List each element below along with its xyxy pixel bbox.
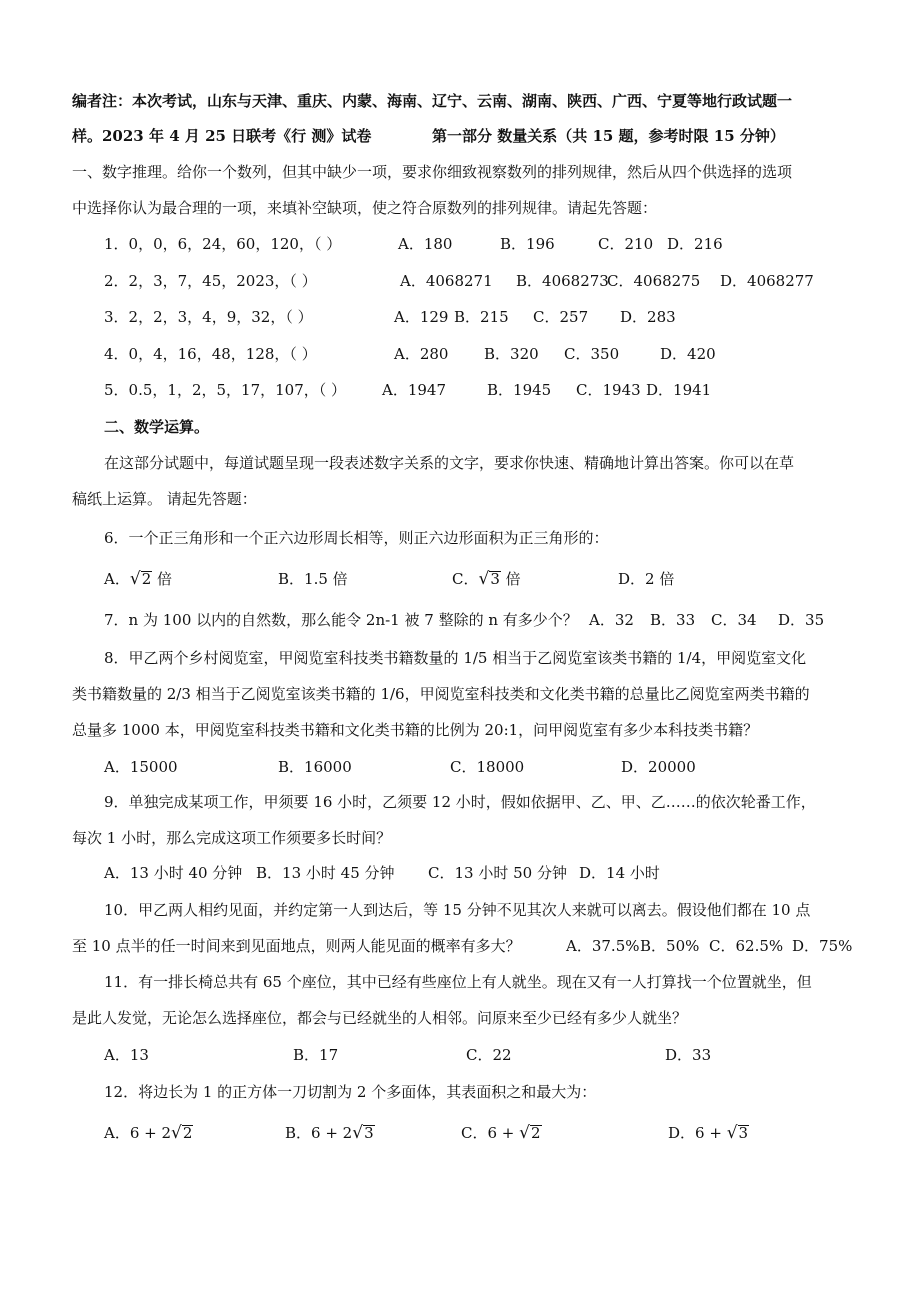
- sqrt-expression: √3: [726, 1123, 749, 1143]
- section2-title: 二、数学运算。: [104, 418, 210, 436]
- option-b: B．13 小时 45 分钟: [256, 864, 395, 882]
- option-c: C．√3 倍: [452, 564, 521, 594]
- option-d: D．1941: [646, 381, 712, 399]
- option-a: A．1947: [382, 381, 447, 399]
- option-d: D．420: [660, 345, 716, 363]
- option-d: D．75%: [792, 937, 853, 955]
- question-8-line-2: 类书籍数量的 2/3 相当于乙阅览室该类书籍的 1/6，甲阅览室科技类和文化类书籍的总量比乙阅览室两类书籍的: [72, 685, 810, 703]
- editor-note-line-2: [0, 121, 920, 151]
- option-c: C．34: [711, 611, 757, 629]
- option-a: A．13: [104, 1046, 149, 1064]
- question-2: 2．2，3，7，45，2023，（ ） A．4068271 B．4068273 C．4068275 D．4068277: [0, 266, 920, 296]
- option-a: A．129: [394, 308, 449, 326]
- sqrt-expression: √2: [129, 569, 152, 589]
- option-d: D．35: [778, 611, 825, 629]
- section1-intro-line-1: 一、数字推理。给你一个数列，但其中缺少一项，要求你细致视察数列的排列规律，然后从四个供选择的选项: [72, 163, 793, 181]
- option-b: B．320: [484, 345, 539, 363]
- question-11-line-2: 是此人发觉，无论怎么选择座位，都会与已经就坐的人相邻。问原来至少已经有多少人就坐？: [72, 1009, 688, 1027]
- question-10-line-2: 至 10 点半的任一时间来到见面地点，则两人能见面的概率有多大？ A．37.5% B．50% C．62.5% D．75%: [0, 931, 920, 961]
- question-8-line-1: 8．甲乙两个乡村阅览室，甲阅览室科技类书籍数量的 1/5 相当于乙阅览室该类书籍的 1/4，甲阅览室文化: [104, 649, 807, 667]
- question-8-line-3: 总量多 1000 本，甲阅览室科技类书籍和文化类书籍的比例为 20:1，问甲阅览室有多少本科技类书籍？: [72, 721, 759, 739]
- section2-intro-line-1: 在这部分试题中，每道试题呈现一段表述数字关系的文字，要求你快速、精确地计算出答案。你可以在草: [104, 454, 795, 472]
- option-b: B．33: [650, 611, 696, 629]
- option-c: C．257: [533, 308, 589, 326]
- question-11-line-1: 11．有一排长椅总共有 65 个座位，其中已经有些座位上有人就坐。现在又有一人打算找一个位置就坐，但: [104, 973, 812, 991]
- question-1: 1．0，0，6，24，60，120，（ ） A．180 B．196 C．210 D．216: [0, 229, 920, 259]
- question-9-line-1: 9．单独完成某项工作，甲须要 16 小时，乙须要 12 小时，假如依据甲、乙、甲、乙……的依次轮番工作，: [104, 793, 816, 811]
- question-7: 7．n 为 100 以内的自然数，那么能令 2n-1 被 7 整除的 n 有多少个？ A．32 B．33 C．34 D．35: [0, 605, 920, 635]
- option-b: B．4068273: [516, 272, 609, 290]
- question-4: 4．0，4，16，48，128，（ ） A．280 B．320 C．350 D．420: [0, 339, 920, 369]
- question-5: 5．0.5，1，2，5，17，107，（ ） A．1947 B．1945 C．1943 D．1941: [0, 375, 920, 405]
- option-a: A．37.5%: [566, 937, 640, 955]
- option-c: C．6 + √2: [461, 1118, 542, 1148]
- option-c: C．22: [466, 1046, 512, 1064]
- option-d: D．20000: [621, 758, 696, 776]
- option-b: B．196: [500, 235, 555, 253]
- option-b: B．17: [293, 1046, 339, 1064]
- question-11-options: [0, 1040, 920, 1070]
- option-b: B．6 + 2√3: [285, 1118, 375, 1148]
- editor-note-line-1: [0, 86, 920, 116]
- option-d: D．4068277: [720, 272, 814, 290]
- option-b: B．215: [454, 308, 509, 326]
- question-9-line-2: 每次 1 小时，那么完成这项工作须要多长时间？: [72, 829, 392, 847]
- question-6-options: [0, 564, 920, 594]
- question-12-options: [0, 1118, 920, 1148]
- question-8-options: [0, 752, 920, 782]
- option-c: C．62.5%: [709, 937, 784, 955]
- sqrt-expression: √3: [352, 1123, 374, 1143]
- option-a: A．√2 倍: [104, 564, 172, 594]
- option-a: A．15000: [104, 758, 178, 776]
- option-a: A．180: [398, 235, 453, 253]
- section1-intro-line-2: 中选择你认为最合理的一项，来填补空缺项，使之符合原数列的排列规律。请起先答题：: [72, 199, 658, 217]
- option-b: B．50%: [640, 937, 700, 955]
- question-6: 6．一个正三角形和一个正六边形周长相等，则正六边形面积为正三角形的：: [104, 529, 609, 547]
- option-c: C．1943: [576, 381, 641, 399]
- option-c: C．4068275: [607, 272, 701, 290]
- option-d: D．283: [620, 308, 676, 326]
- option-b: B．16000: [278, 758, 352, 776]
- question-3: 3．2，2，3，4，9，32，（ ） A．129 B．215 C．257 D．283: [0, 302, 920, 332]
- question-9-options: [0, 858, 920, 888]
- option-c: C．13 小时 50 分钟: [428, 864, 567, 882]
- option-a: A．32: [589, 611, 634, 629]
- part-title: 第一部分 数量关系（共 15 题，参考时限 15 分钟）: [432, 127, 785, 145]
- option-a: A．4068271: [400, 272, 493, 290]
- option-d: D．33: [665, 1046, 712, 1064]
- option-a: A．6 + 2√2: [104, 1118, 193, 1148]
- option-d: D．14 小时: [579, 864, 660, 882]
- option-d: D．216: [667, 235, 723, 253]
- option-c: C．350: [564, 345, 620, 363]
- option-a: A．280: [394, 345, 449, 363]
- sqrt-expression: √3: [478, 569, 500, 589]
- option-b: B．1945: [487, 381, 552, 399]
- section2-intro-line-2: 稿纸上运算。 请起先答题：: [72, 490, 257, 508]
- question-12: 12．将边长为 1 的正方体一刀切割为 2 个多面体，其表面积之和最大为：: [104, 1083, 597, 1101]
- option-a: A．13 小时 40 分钟: [104, 864, 243, 882]
- option-d: D．2 倍: [618, 570, 675, 588]
- option-c: C．18000: [450, 758, 525, 776]
- option-d: D．6 + √3: [668, 1118, 749, 1148]
- sqrt-expression: √2: [171, 1123, 193, 1143]
- editor-note: 编者注：本次考试，山东与天津、重庆、内蒙、海南、辽宁、云南、湖南、陕西、广西、宁夏等地行政试题一: [72, 92, 793, 110]
- sqrt-expression: √2: [519, 1123, 541, 1143]
- exam-title: 样。2023 年 4 月 25 日联考《行 测》试卷: [72, 127, 372, 145]
- option-b: B．1.5 倍: [278, 570, 348, 588]
- option-c: C．210: [598, 235, 654, 253]
- question-10-line-1: 10．甲乙两人相约见面，并约定第一人到达后，等 15 分钟不见其次人来就可以离去。假设他们都在 10 点: [104, 901, 811, 919]
